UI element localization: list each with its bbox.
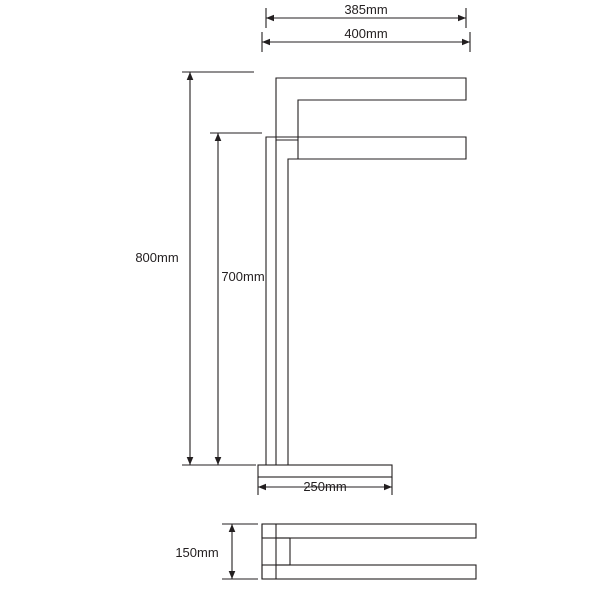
dimension-label-800mm: 800mm bbox=[135, 250, 179, 265]
arrow-800-top bbox=[187, 72, 194, 80]
dimension-label-400mm: 400mm bbox=[344, 26, 388, 41]
dimension-700mm-group bbox=[210, 133, 265, 465]
arrow-400-left bbox=[262, 39, 270, 46]
arrow-250-left bbox=[258, 484, 266, 491]
arrow-400-right bbox=[462, 39, 470, 46]
plan-view-outline bbox=[262, 524, 476, 579]
dimension-label-385mm: 385mm bbox=[344, 2, 388, 17]
arrow-800-bottom bbox=[187, 457, 194, 465]
dimension-label-250mm: 250mm bbox=[303, 479, 347, 494]
arrow-385-left bbox=[266, 15, 274, 22]
arrow-150-bottom bbox=[229, 571, 236, 579]
lower-arm-outline bbox=[266, 137, 466, 465]
base-plate-rect bbox=[258, 465, 392, 477]
arrow-250-right bbox=[384, 484, 392, 491]
arrow-385-right bbox=[458, 15, 466, 22]
upper-arm-path bbox=[276, 78, 466, 140]
base-plate-outline bbox=[258, 465, 392, 477]
dimension-label-700mm: 700mm bbox=[221, 269, 265, 284]
plan-lower-bar bbox=[262, 565, 476, 579]
arrow-700-bottom bbox=[215, 457, 222, 465]
plan-upper-bar bbox=[262, 524, 476, 538]
upper-arm-outline bbox=[276, 78, 466, 140]
arrow-150-top bbox=[229, 524, 236, 532]
dimension-150mm-group bbox=[222, 524, 258, 579]
arrow-700-top bbox=[215, 133, 222, 141]
lower-arm-path bbox=[266, 137, 466, 465]
dimension-label-150mm: 150mm bbox=[175, 545, 219, 560]
